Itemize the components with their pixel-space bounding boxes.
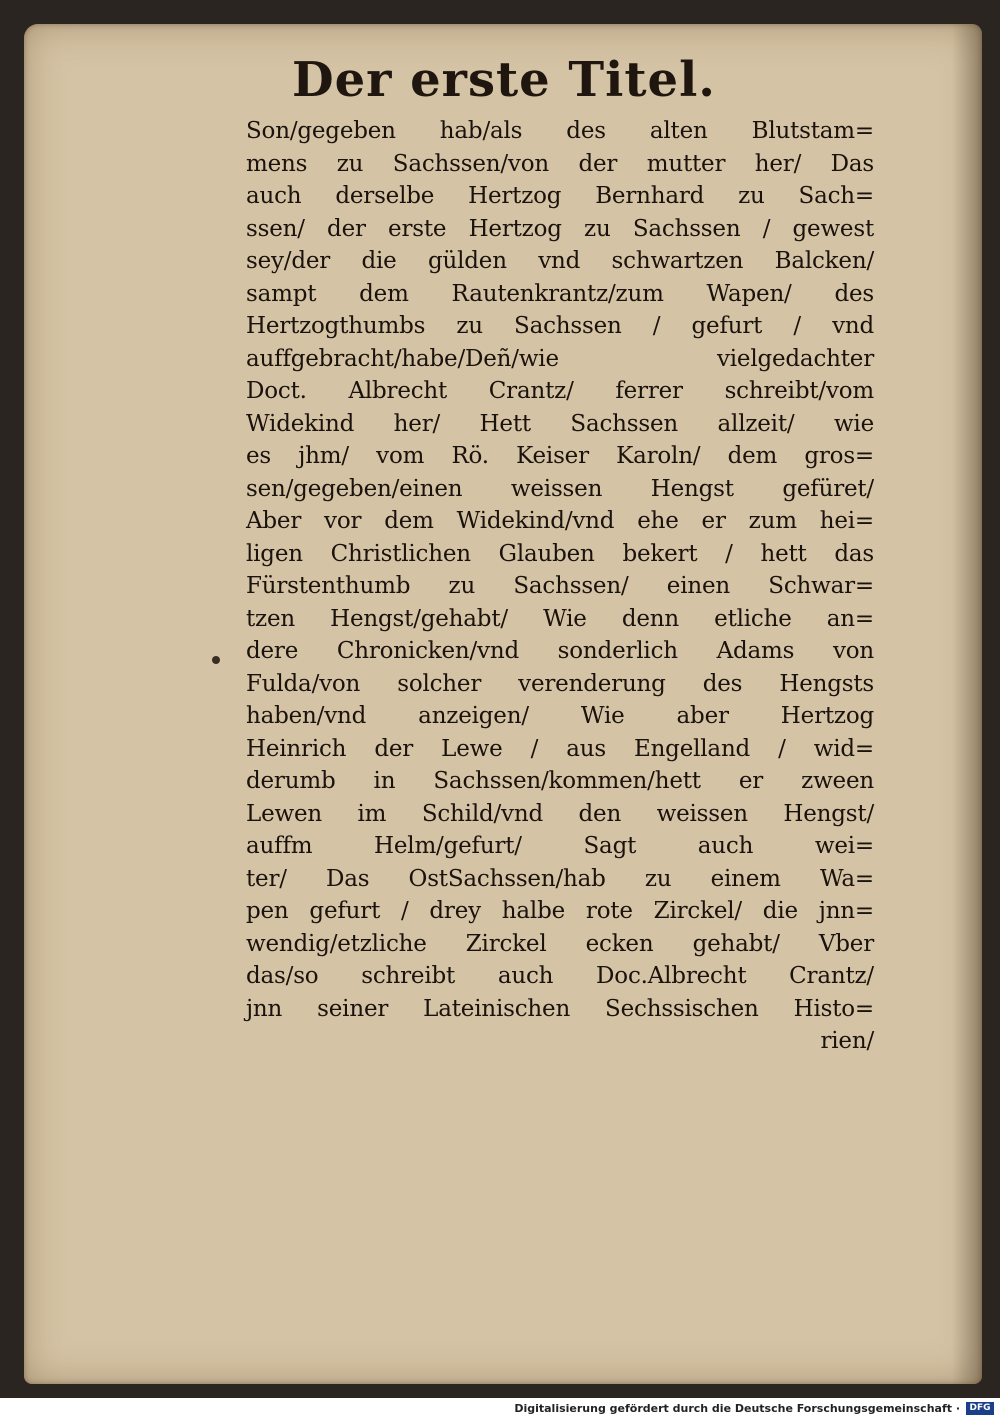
text-line: Lewen im Schild/vnd den weissen Hengst/	[246, 800, 874, 827]
book-page	[24, 24, 982, 1384]
text-line: auffgebracht/habe/Deñ/wie vielgedachter	[246, 345, 874, 372]
text-line: Fürstenthumb zu Sachssen/ einen Schwar=	[246, 573, 874, 599]
text-line: auffm Helm/gefurt/ Sagt auch wei=	[246, 833, 874, 859]
text-line: Heinrich der Lewe / aus Engelland / wid=	[246, 735, 874, 762]
text-line: Aber vor dem Widekind/vnd ehe er zum hei=	[246, 508, 874, 534]
text-line: Fulda/von solcher verenderung des Hengsts	[246, 670, 874, 697]
text-line: derumb in Sachssen/kommen/hett er zween	[246, 768, 874, 794]
text-line: dere Chronicken/vnd sonderlich Adams von	[246, 638, 874, 664]
footer-bar	[0, 1398, 1000, 1420]
text-line: jnn seiner Lateinischen Sechssischen Histo=	[246, 995, 874, 1022]
text-block	[246, 115, 874, 1058]
text-line: ligen Christlichen Glauben bekert / hett das	[246, 540, 874, 567]
text-line: wendig/etzliche Zirckel ecken gehabt/ Vber	[246, 930, 874, 957]
text-line: das/so schreibt auch Doc.Albrecht Crantz/	[246, 963, 874, 989]
margin-mark	[212, 656, 220, 664]
text-line: sey/der die gülden vnd schwartzen Balcken/	[246, 248, 874, 274]
text-line: auch derselbe Hertzog Bernhard zu Sach=	[246, 183, 874, 209]
text-line: rien/	[820, 1028, 874, 1054]
text-line: Hertzogthumbs zu Sachssen / gefurt / vnd	[246, 313, 874, 339]
running-head: Der erste Titel.	[291, 52, 717, 108]
text-line: ssen/ der erste Hertzog zu Sachssen / gewest	[246, 215, 874, 242]
text-line: Doct. Albrecht Crantz/ ferrer schreibt/vom	[246, 378, 874, 404]
text-line: Widekind her/ Hett Sachssen allzeit/ wie	[246, 410, 874, 437]
text-line: sampt dem Rautenkrantz/zum Wapen/ des	[246, 280, 874, 307]
text-line: Son/gegeben hab/als des alten Blutstam=	[246, 118, 874, 144]
text-line: tzen Hengst/gehabt/ Wie denn etliche an=	[246, 605, 874, 632]
text-line: es jhm/ vom Rö. Keiser Karoln/ dem gros=	[246, 443, 874, 469]
text-line: sen/gegeben/einen weissen Hengst gefüret/	[246, 475, 874, 502]
text-line: mens zu Sachssen/von der mutter her/ Das	[246, 150, 874, 177]
funding-notice: Digitalisierung gefördert durch die Deutsche Forschungsgemeinschaft ·	[514, 1402, 960, 1415]
text-line: haben/vnd anzeigen/ Wie aber Hertzog	[246, 703, 874, 729]
text-line: ter/ Das OstSachssen/hab zu einem Wa=	[246, 865, 874, 892]
dfg-logo: DFG	[966, 1402, 994, 1415]
text-line: pen gefurt / drey halbe rote Zirckel/ die jnn=	[246, 898, 874, 924]
